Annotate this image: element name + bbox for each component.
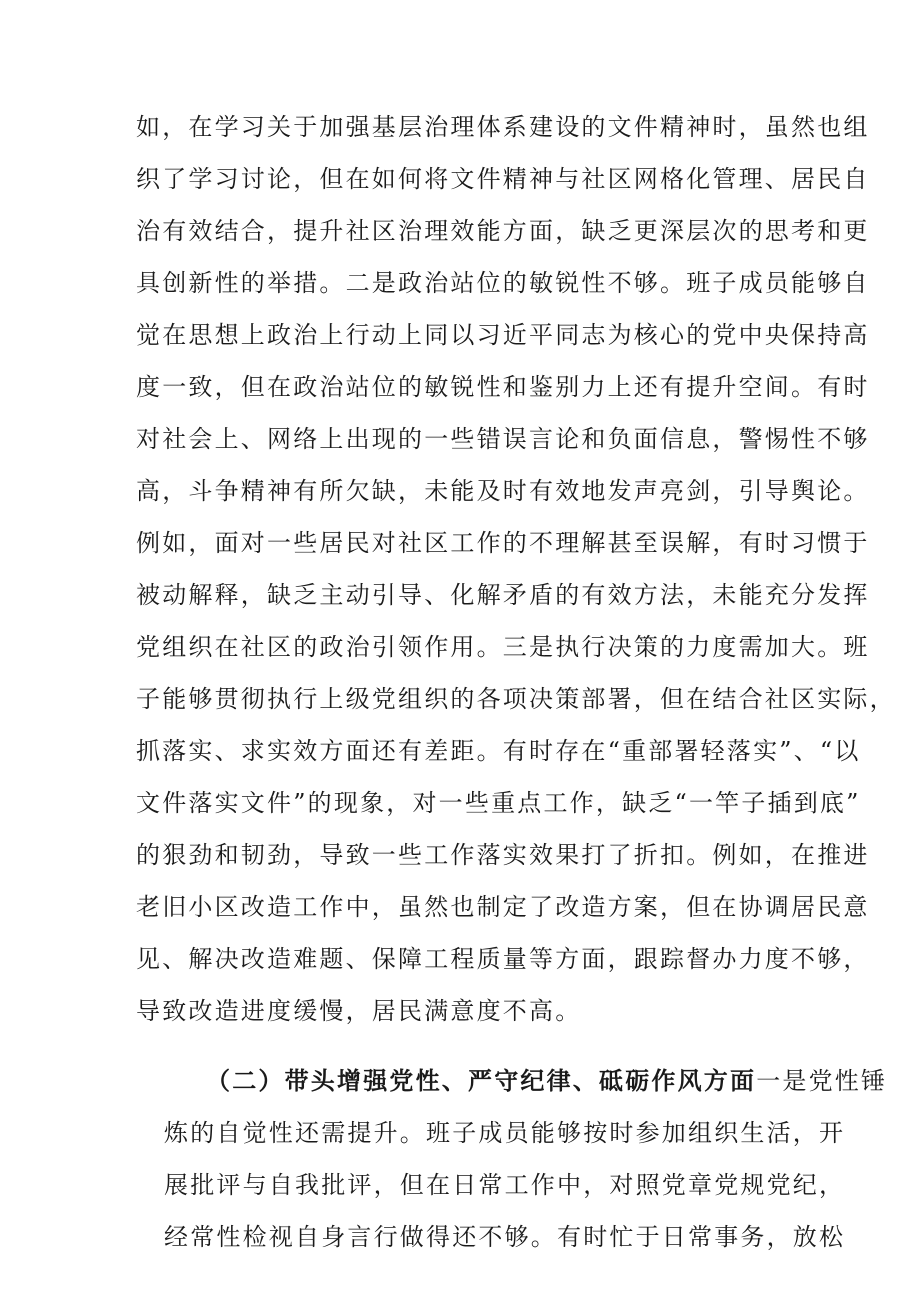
text-line: 党组织在社区的政治引领作用。三是执行决策的力度需加大。班: [136, 633, 870, 661]
section-heading: （二）带头增强党性、严守纪律、砥砺作风方面: [206, 1066, 757, 1095]
text-line: 经常性检视自身言行做得还不够。有时忙于日常事务，放松: [164, 1223, 846, 1251]
text-line: 炼的自觉性还需提升。班子成员能够按时参加组织生活，开: [164, 1119, 846, 1147]
text-line: 导致改造进度缓慢，居民满意度不高。: [136, 997, 582, 1025]
text-line: 织了学习讨论，但在如何将文件精神与社区网格化管理、居民自: [136, 165, 870, 193]
text-line: 老旧小区改造工作中，虽然也制定了改造方案，但在协调居民意: [136, 893, 870, 921]
text-line: 具创新性的举措。二是政治站位的敏锐性不够。班子成员能够自: [136, 269, 870, 297]
text-line: 子能够贯彻执行上级党组织的各项决策部署，但在结合社区实际，: [136, 685, 896, 713]
section-heading-line: [206, 1065, 888, 1097]
text-line: 高，斗争精神有所欠缺，未能及时有效地发声亮剑，引导舆论。: [136, 477, 870, 505]
text-line: 的狠劲和韧劲，导致一些工作落实效果打了折扣。例如，在推进: [136, 841, 870, 869]
text-line: 见、解决改造难题、保障工程质量等方面，跟踪督办力度不够，: [136, 945, 870, 973]
text-line: 展批评与自我批评，但在日常工作中，对照党章党规党纪，: [164, 1171, 846, 1199]
text-line: 文件落实文件”的现象，对一些重点工作，缺乏“一竿子插到底”: [136, 789, 861, 817]
text-line: 度一致，但在政治站位的敏锐性和鉴别力上还有提升空间。有时: [136, 373, 870, 401]
text-line: 抓落实、求实效方面还有差距。有时存在“重部署轻落实”、“以: [136, 737, 861, 765]
text-line: 例如，面对一些居民对社区工作的不理解甚至误解，有时习惯于: [136, 529, 870, 557]
text-line: 对社会上、网络上出现的一些错误言论和负面信息，警惕性不够: [136, 425, 870, 453]
text-fragment: 一是党性锤: [756, 1067, 888, 1095]
text-line: 治有效结合，提升社区治理效能方面，缺乏更深层次的思考和更: [136, 217, 870, 245]
text-line: 觉在思想上政治上行动上同以习近平同志为核心的党中央保持高: [136, 321, 870, 349]
text-line: 被动解释，缺乏主动引导、化解矛盾的有效方法，未能充分发挥: [136, 581, 870, 609]
text-line: 如，在学习关于加强基层治理体系建设的文件精神时，虽然也组: [136, 113, 870, 141]
